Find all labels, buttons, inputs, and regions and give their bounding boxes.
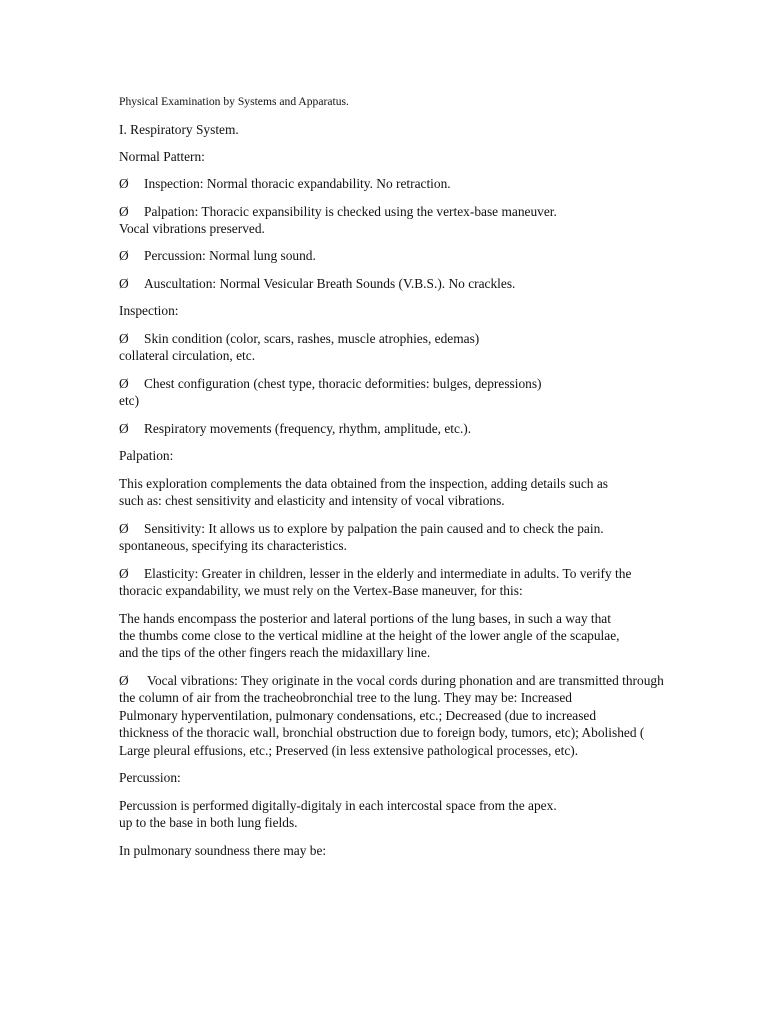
hands-paragraph-line: The hands encompass the posterior and lateral portions of the lung bases, in such a way that	[119, 611, 611, 626]
vocal-vibrations-item: Vocal vibrations: They originate in the vocal cords during phonation and are transmitted through	[147, 673, 664, 688]
palpation-intro-line: This exploration complements the data obtained from the inspection, adding details such as	[119, 476, 609, 491]
normal-inspection-item: Inspection: Normal thoracic expandability. No retraction.	[144, 176, 451, 191]
palpation-intro-line: such as: chest sensitivity and elasticity and intensity of vocal vibrations.	[119, 493, 505, 508]
elasticity-item: Elasticity: Greater in children, lesser in the elderly and intermediate in adults. To verify the	[144, 566, 632, 581]
percussion-text-line: up to the base in both lung fields.	[119, 815, 298, 830]
sensitivity-continued: spontaneous, specifying its characteristics.	[119, 538, 347, 553]
inspection-respiratory-item: Respiratory movements (frequency, rhythm, amplitude, etc.).	[144, 421, 472, 436]
vocal-vibrations-continued: Large pleural effusions, etc.; Preserved (in less extensive pathological processes, etc).	[119, 743, 579, 758]
normal-pattern-heading: Normal Pattern:	[119, 149, 205, 164]
inspection-skin-item: Skin condition (color, scars, rashes, muscle atrophies, edemas)	[144, 331, 480, 346]
bullet-symbol: Ø	[119, 331, 129, 346]
vocal-vibrations-continued: Pulmonary hyperventilation, pulmonary condensations, etc.; Decreased (due to increased	[119, 708, 597, 723]
bullet-symbol: Ø	[119, 566, 129, 581]
hands-paragraph-line: the thumbs come close to the vertical midline at the height of the lower angle of the scapulae,	[119, 628, 620, 643]
sensitivity-item: Sensitivity: It allows us to explore by palpation the pain caused and to check the pain.	[144, 521, 604, 536]
inspection-heading: Inspection:	[119, 303, 179, 318]
inspection-chest-continued: etc)	[119, 393, 140, 408]
elasticity-continued: thoracic expandability, we must rely on the Vertex-Base maneuver, for this:	[119, 583, 523, 598]
vocal-vibrations-continued: the column of air from the tracheobronchial tree to the lung. They may be: Increased	[119, 690, 572, 705]
bullet-symbol: Ø	[119, 276, 129, 291]
normal-palpation-continued: Vocal vibrations preserved.	[119, 221, 265, 236]
normal-palpation-item: Palpation: Thoracic expansibility is checked using the vertex-base maneuver.	[144, 204, 557, 219]
bullet-symbol: Ø	[119, 176, 129, 191]
inspection-chest-item: Chest configuration (chest type, thoracic deformities: bulges, depressions)	[144, 376, 542, 391]
bullet-symbol: Ø	[119, 248, 129, 263]
hands-paragraph-line: and the tips of the other fingers reach the midaxillary line.	[119, 645, 431, 660]
bullet-symbol: Ø	[119, 376, 129, 391]
bullet-symbol: Ø	[119, 204, 129, 219]
vocal-vibrations-continued: thickness of the thoracic wall, bronchial obstruction due to foreign body, tumors, etc); Abolished (	[119, 725, 645, 740]
document-title: Physical Examination by Systems and Apparatus.	[119, 95, 349, 108]
section-heading: I. Respiratory System.	[119, 122, 239, 137]
normal-auscultation-item: Auscultation: Normal Vesicular Breath Sounds (V.B.S.). No crackles.	[144, 276, 516, 291]
bullet-symbol: Ø	[119, 673, 129, 688]
palpation-heading: Palpation:	[119, 448, 174, 463]
normal-percussion-item: Percussion: Normal lung sound.	[144, 248, 316, 263]
percussion-heading: Percussion:	[119, 770, 181, 785]
bullet-symbol: Ø	[119, 521, 129, 536]
bullet-symbol: Ø	[119, 421, 129, 436]
percussion-closing: In pulmonary soundness there may be:	[119, 843, 327, 858]
percussion-text-line: Percussion is performed digitally-digitaly in each intercostal space from the apex.	[119, 798, 557, 813]
inspection-skin-continued: collateral circulation, etc.	[119, 348, 256, 363]
